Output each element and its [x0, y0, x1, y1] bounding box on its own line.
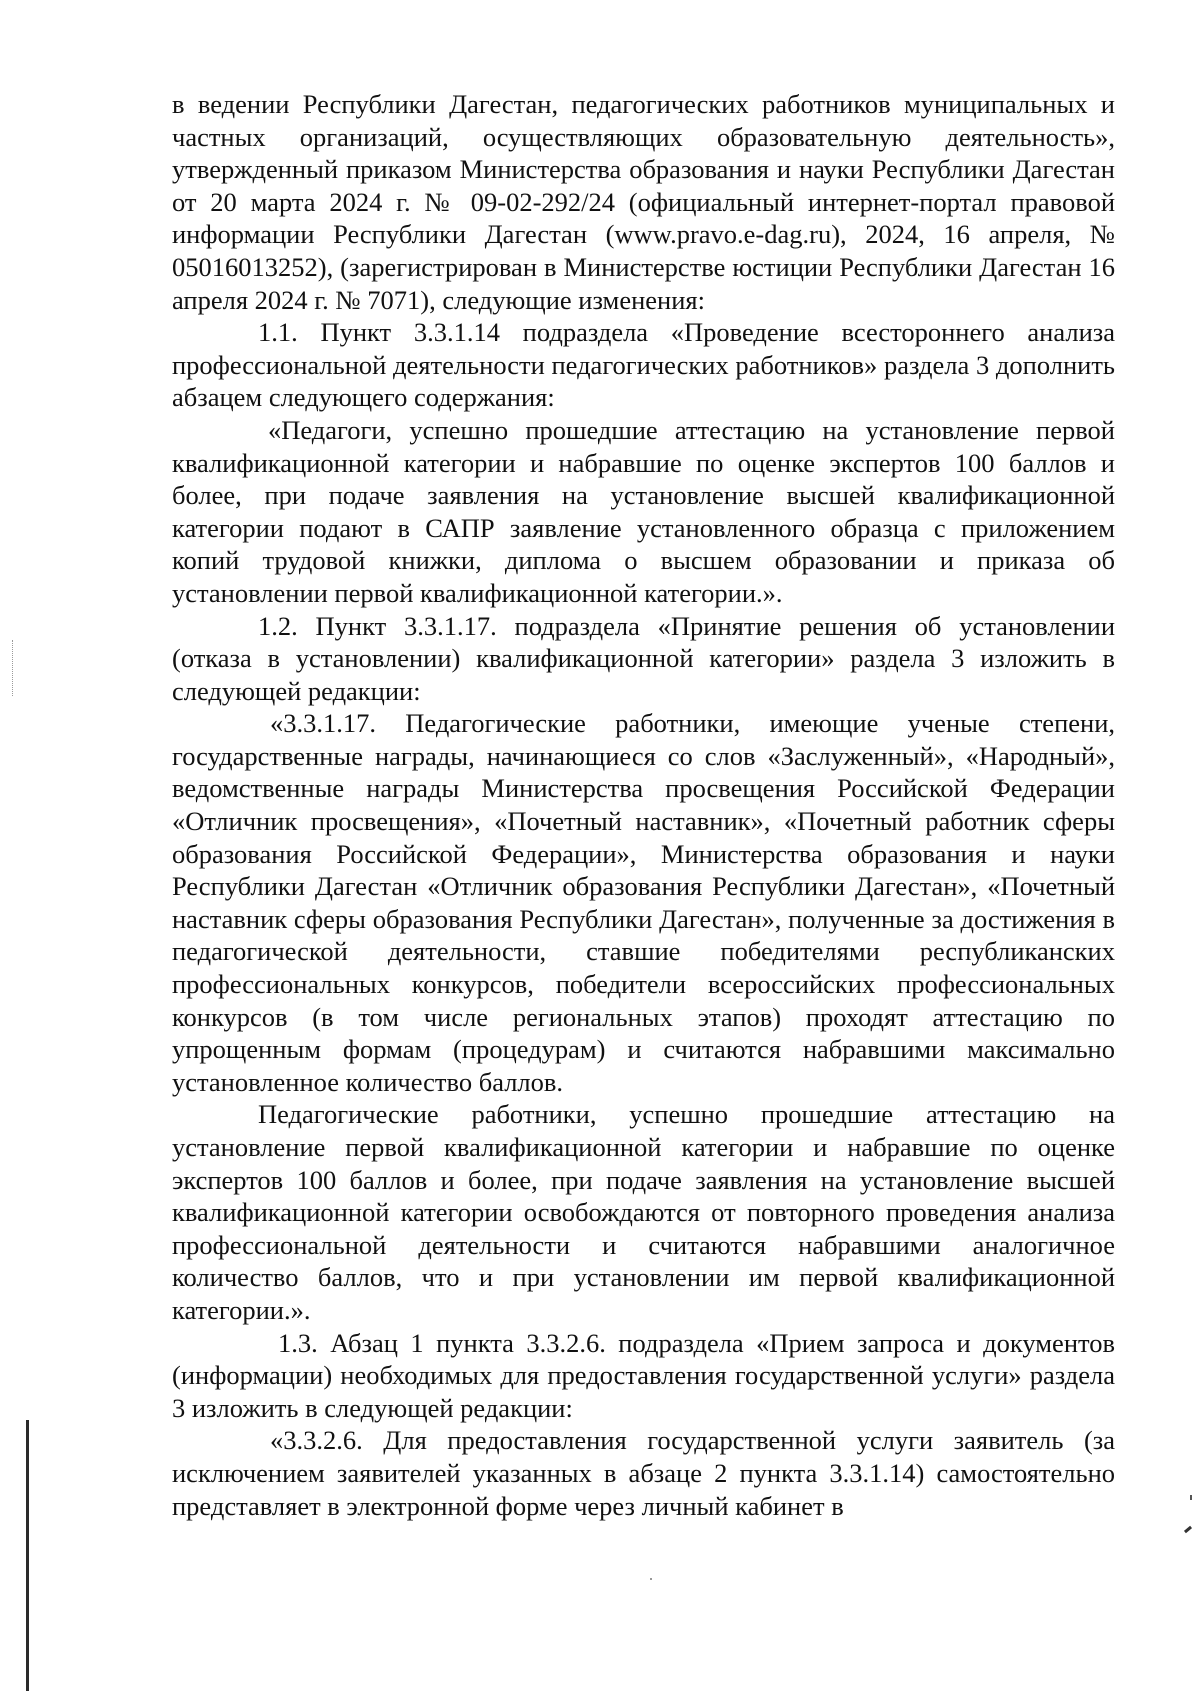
paragraph-item-1-2: 1.2. Пункт 3.3.1.17. подраздела «Принятие решения об установлении (отказа в установлении) квалификационной категории» раздела 3 изложить в следующей редакции:	[172, 610, 1115, 706]
document-body	[172, 88, 1115, 1522]
scan-dot-artifact	[1190, 1495, 1192, 1500]
paragraph-intro-continuation: в ведении Республики Дагестан, педагогических работников муниципальных и частных организаций, осуществляющих образовательную деятельность», утвержденный приказом Министерства образования и науки Республики Дагестан от 20 марта 2024 г. № 09-02-292/24 (официальный интернет-портал правовой информации Республики Дагестан (www.pravo.e-dag.ru), 2024, 16 апреля, № 05016013252), (зарегистрирован в Министерстве юстиции Республики Дагестан 16 апреля 2024 г. № 7071), следующие изменения:	[172, 89, 1115, 315]
scan-speck-artifact	[650, 1578, 652, 1580]
paragraph-quote-1-3: «3.3.2.6. Для предоставления государственной услуги заявитель (за исключением заявителей указанных в абзаце 2 пункта 3.3.1.14) самостоятельно представляет в электронной форме через личный кабинет в	[172, 1425, 1115, 1521]
paragraph-quote-1-2: «3.3.1.17. Педагогические работники, имеющие ученые степени, государственные награды, начинающиеся со слов «Заслуженный», «Народный», ведомственные награды Министерства просвещения Российской Федерации «Отличник просвещения», «Почетный наставник», «Почетный работник сферы образования Российской Федерации», Министерства образования и науки Республики Дагестан «Отличник образования Республики Дагестан», «Почетный наставник сферы образования Республики Дагестан», полученные за достижения в педагогической деятельности, ставшие победителями республиканских профессиональных конкурсов, победители всероссийских профессиональных конкурсов (в том числе региональных этапов) проходят аттестацию по упрощенным формам (процедурам) и считаются набравшими максимально установленное количество баллов.	[172, 708, 1115, 1097]
scan-mark-artifact	[1184, 1526, 1192, 1533]
paragraph-quote-1-2-cont: Педагогические работники, успешно прошедшие аттестацию на установление первой квалификационной категории и набравшие по оценке экспертов 100 баллов и более, при подаче заявления на установление высшей квалификационной категории освобождаются от повторного проведения анализа профессиональной деятельности и считаются набравшими аналогичное количество баллов, что и при установлении им первой квалификационной категории.».	[172, 1099, 1115, 1325]
paragraph-quote-1-1: «Педагоги, успешно прошедшие аттестацию на установление первой квалификационной категории и набравшие по оценке экспертов 100 баллов и более, при подаче заявления на установление высшей квалификационной категории подают в САПР заявление установленного образца с приложением копий трудовой книжки, диплома о высшем образовании и приказа об установлении первой квалификационной категории.».	[172, 414, 1115, 608]
scan-edge-artifact	[26, 1420, 29, 1691]
paragraph-item-1-1: 1.1. Пункт 3.3.1.14 подраздела «Проведение всестороннего анализа профессиональной деятельности педагогических работников» раздела 3 дополнить абзацем следующего содержания:	[172, 317, 1115, 413]
scan-dots-artifact	[12, 640, 14, 696]
paragraph-item-1-3: 1.3. Абзац 1 пункта 3.3.2.6. подраздела «Прием запроса и документов (информации) необходимых для предоставления государственной услуги» раздела 3 изложить в следующей редакции:	[172, 1327, 1115, 1423]
